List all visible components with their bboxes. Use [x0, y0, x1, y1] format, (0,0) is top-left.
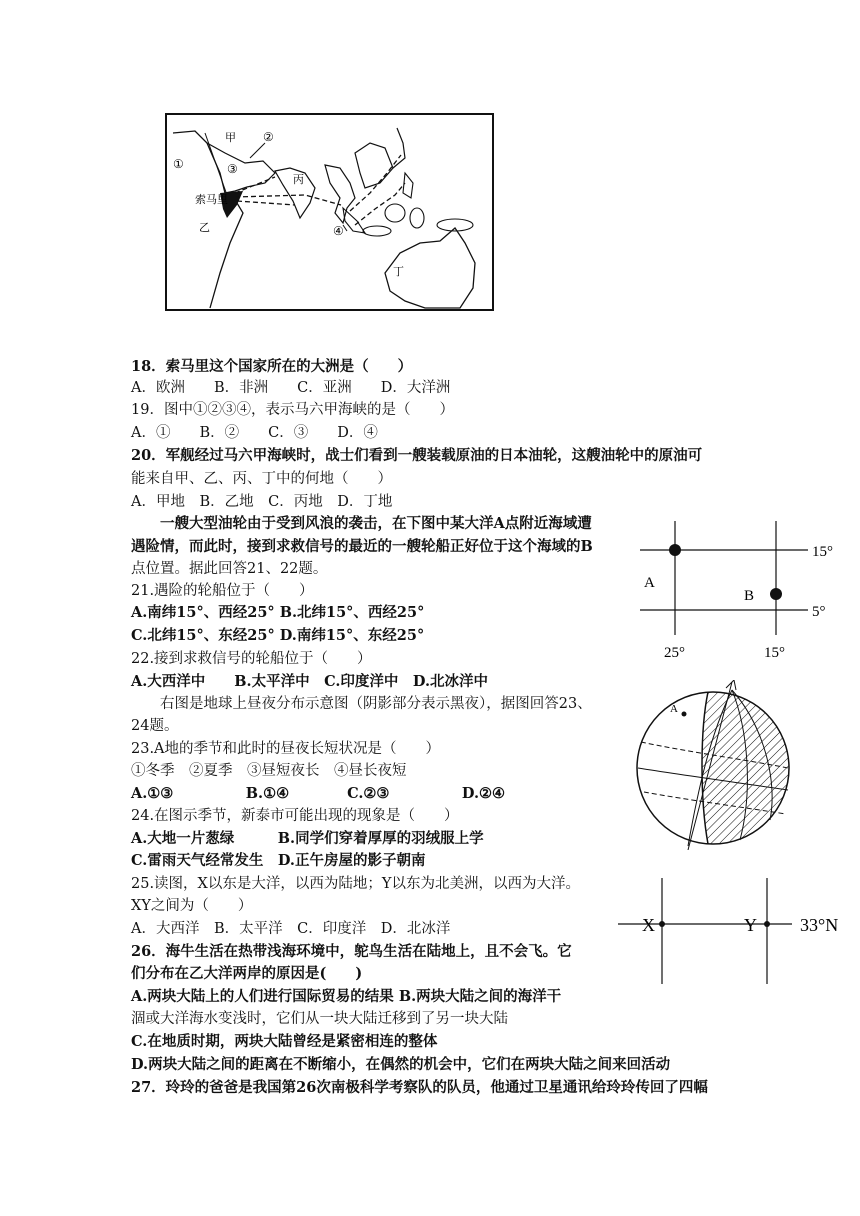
text-line: A．① B．② C．③ D．④ [131, 425, 378, 441]
text-line: 22.接到求救信号的轮船位于（ ） [131, 651, 372, 667]
point-b-label: B [744, 588, 755, 604]
text-line: A.南纬15°、西经25° B.北纬15°、西经25° [131, 604, 425, 621]
text-line: ①冬季 ②夏季 ③昼短夜长 ④昼长夜短 [131, 763, 407, 779]
text-line: A.①③ B.①④ C.②③ D.②④ [131, 785, 506, 802]
text-line: A.大地一片葱绿 B.同学们穿着厚厚的羽绒服上学 [131, 830, 484, 847]
point-b-dot [770, 588, 782, 600]
label-bing: 丙 [293, 174, 304, 186]
text-line: 26．海牛生活在热带浅海环境中，鸵鸟生活在陆地上，且不会飞。它 [131, 943, 572, 960]
text-line: 21.遇险的轮船位于（ ） [131, 583, 314, 599]
lat-15-label: 15° [812, 544, 833, 560]
label-n3: ③ [227, 162, 238, 176]
lat-5-label: 5° [812, 604, 826, 620]
text-line: 24题。 [131, 718, 179, 734]
text-line: C.雷雨天气经常发生 D.正午房屋的影子朝南 [131, 852, 426, 869]
text-line: 24.在图示季节，新泰市可能出现的现象是（ ） [131, 808, 459, 824]
text-line: 能来自甲、乙、丙、丁中的何地（ ） [131, 471, 392, 487]
text-line: A.两块大陆上的人们进行国际贸易的结果 B.两块大陆之间的海洋干 [131, 988, 562, 1005]
label-n1: ① [173, 157, 184, 171]
text-line: 涸或大洋海水变浅时，它们从一块大陆迁移到了另一块大陆 [131, 1011, 508, 1027]
route-map [165, 113, 495, 313]
lat-33n-label: 33°N [800, 915, 839, 935]
text-line: A．欧洲 B．非洲 C．亚洲 D．大洋洲 [131, 380, 451, 396]
text-line: 遇险情，而此时，接到求救信号的最近的一艘轮船正好位于这个海域的B [131, 538, 593, 555]
lon-25-label: 25° [664, 645, 685, 661]
text-line: 27．玲玲的爸爸是我国第26次南极科学考察队的队员，他通过卫星通讯给玲玲传回了四幅 [131, 1079, 708, 1096]
text-line: 25.读图，X以东是大洋，以西为陆地；Y以东为北美洲，以西为大洋。 [131, 876, 580, 892]
label-somalia: 索马里 [195, 194, 228, 206]
xy-figure [616, 876, 860, 988]
text-line: A.大西洋中 B.太平洋中 C.印度洋中 D.北冰洋中 [131, 673, 489, 690]
text-line: 一艘大型油轮由于受到风浪的袭击，在下图中某大洋A点附近海域遭 [131, 515, 592, 532]
y-label: Y [744, 915, 757, 935]
text-line: C.北纬15°、东经25° D.南纬15°、东经25° [131, 627, 425, 644]
text-line: 18．索马里这个国家所在的大洲是（ ） [131, 358, 413, 375]
text-line: A．大西洋 B．太平洋 C．印度洋 D．北冰洋 [131, 921, 451, 937]
text-line: 19．图中①②③④，表示马六甲海峡的是（ ） [131, 402, 454, 418]
globe-point-a-label: A [670, 703, 678, 715]
lon-15-label: 15° [764, 645, 785, 661]
text-line: 右图是地球上昼夜分布示意图（阴影部分表示黑夜），据图回答23、 [131, 696, 592, 712]
globe-figure [628, 680, 798, 850]
text-line: 20．军舰经过马六甲海峡时，战士们看到一艘装载原油的日本油轮，这艘油轮中的原油可 [131, 447, 703, 464]
x-label: X [642, 915, 655, 935]
point-a-label: A [644, 575, 655, 591]
text-line: C.在地质时期，两块大陆曾经是紧密相连的整体 [131, 1033, 438, 1050]
text-line: 们分布在乙大洋两岸的原因是( ) [131, 965, 363, 982]
label-yi: 乙 [199, 222, 210, 234]
label-jia: 甲 [225, 132, 236, 144]
text-line: D.两块大陆之间的距离在不断缩小，在偶然的机会中，它们在两块大陆之间来回活动 [131, 1056, 671, 1073]
text-line: 点位置。据此回答21、22题。 [131, 561, 328, 577]
point-a-dot [669, 544, 681, 556]
label-n2: ② [263, 130, 274, 144]
label-n4: ④ [333, 224, 344, 238]
text-line: 23.A地的季节和此时的昼夜长短状况是（ ） [131, 741, 441, 757]
text-line: A．甲地 B．乙地 C．丙地 D．丁地 [131, 494, 393, 510]
text-line: XY之间为（ ） [131, 898, 253, 914]
label-ding: 丁 [393, 266, 404, 278]
grid-ab-figure [636, 517, 846, 667]
